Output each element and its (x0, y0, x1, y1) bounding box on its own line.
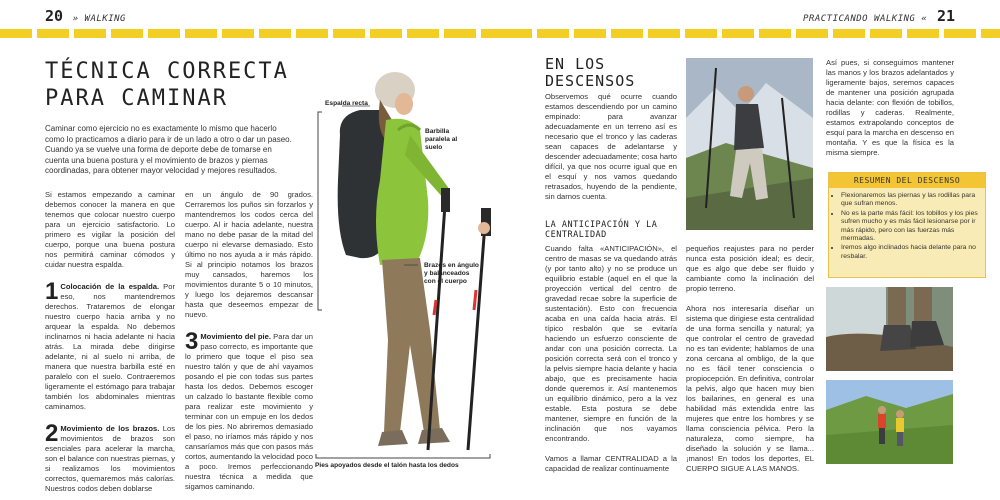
article-title (45, 58, 289, 112)
section-title (545, 56, 635, 90)
body-paragraph: Observemos qué ocurre cuando estamos descendiendo por un camino empinado: para avanzar adecuadamente en un terreno así es necesario que el tronco y las caderas sean capaces de adelantarse y descender adecuadamente; cosa harto difícil, ya que nos ocurre igual que en el esquí y nos vamos quedando retrasados, huyendo de la pendiente, sin darnos cuenta. (545, 92, 677, 201)
item-number: 1 (45, 278, 59, 305)
right-column-2 (686, 244, 814, 474)
right-page (500, 0, 1000, 500)
photo-hiking-boots (826, 287, 953, 371)
right-header (803, 6, 955, 25)
photo-hikers-trail (826, 380, 953, 464)
body-paragraph: Vamos a llamar CENTRALIDAD a la capacidad de realizar continuamente (545, 454, 677, 473)
item-number: 2 (45, 420, 59, 447)
left-header (45, 6, 126, 25)
body-paragraph: Cuando falta «ANTICIPACIÓN», el centro de masas se va quedando atrás (y por tanto alto) y no se produce un equilibrio estable (aquel en el que la proyección vertical del centro de gravedad recae sobre la superficie de sustentación). Esto con frecuencia acaba en una caída hacia atrás. El típico resbalón que se evitaría haciendo un esfuerzo consciente de andar con una posición correcta. La posición correcta será con el tronco y la pelvis siempre hacia delante y hacia abajo, que es precisamente hacia donde queremos ir. Así mantenemos un equilibrio dinámico, pero a la vez estable. Esta postura se debe mantener, siempre en función de la inclinación que nos vayamos encontrando. (545, 244, 677, 443)
summary-list (829, 192, 985, 261)
list-item: • Iremos algo inclinados hacia delante para no resbalar. (841, 244, 979, 261)
list-item: • No es la parte más fácil: los tobillos y los pies sufren mucho y es más fácil lesionarse por ir más rápido, pero con las fuerzas más mermadas. (841, 210, 979, 244)
subsection-title: LA ANTICIPACIÓN Y LA CENTRALIDAD (545, 220, 658, 240)
intro-paragraph: Caminar como ejercicio no es exactamente lo mismo que hacerlo como lo practicamos a diario para ir de un lado a otro o dar un paseo. Cuando ya se vuelve una forma de deporte debe de tomarse en cuenta una buena postura y el movimiento de brazos y piernas coordinadas, para obtener mayor velocidad y mejores resultados. (45, 124, 292, 175)
header-stripe (0, 29, 500, 38)
right-column-1 (545, 92, 677, 474)
label-arms: Brazos en ángulo y balanceados con el cuerpo (424, 262, 479, 285)
left-column-1 (45, 190, 175, 494)
page-number: 21 (936, 7, 955, 25)
photo-hiker-descending (686, 58, 813, 230)
title-line: TÉCNICA CORRECTA (45, 59, 289, 84)
label-back: Espalda recta (325, 100, 368, 107)
summary-box (828, 172, 986, 278)
title-line: DESCENSOS (545, 72, 636, 90)
header-stripe (500, 29, 1000, 38)
list-item-foot: 3 Movimiento del pie. Para dar un paso correcto, es importante que lo primero que toque el piso sea nuestro talón y que de ahí vayamos posando el pie con todas sus partes hasta los dedos. Debemos escoger un calzado lo bastante flexible como para realizar este movimiento y terminar con un empuje en los dedos de los pies. No abriremos demasiado el paso, no iríamos más rápido y nos cansaríamos más que con pasos más cortos, aumentando la velocidad poco a poco. Iremos perfeccionando nuestra técnica a medida que sigamos caminando. (185, 328, 314, 491)
body-paragraph: Ahora nos interesaría diseñar un sistema que dirigiese esta centralidad de una forma sencilla y natural; ya que controlar el centro de gravedad no es tan evidente; hablamos de una zona cercana al ombligo, de la que no es fácil tener consciencia o propiocepción. En definitiva, controlar la pelvis, algo que hacen muy bien los bailarines, en general es una habilidad más extendida entre las mujeres que entre los hombres y se llama consciencia pélvica. Pero la naturaleza, como siempre, ha diseñado la solución y se llama... ¡manos! En todos los deportes, EL CUERPO SIGUE A LAS MANOS. (686, 304, 814, 473)
body-paragraph: Así pues, si conseguimos mantener las manos y los brazos adelantados y ligeramente bajos, seremos capaces de mantener una posición agrupada hacia delante: con flexión de tobillos, rodillas y caderas. Realmente, estamos extrapolando conceptos de esquí para la marcha en descenso en montaña. Y es que la física es la misma siempre. (826, 58, 954, 157)
section-label: » WALKING (72, 14, 126, 24)
left-column-2 (185, 190, 313, 492)
right-column-3 (826, 58, 954, 158)
title-line: PARA CAMINAR (45, 86, 228, 111)
label-feet: Pies apoyados desde el talón hasta los dedos (315, 462, 459, 469)
summary-box-title: RESUMEN DEL DESCENSO (829, 173, 985, 188)
item-number: 3 (185, 328, 199, 355)
body-paragraph: Si estamos empezando a caminar debemos conocer la manera en que tenemos que colocar nuestro cuerpo para un ejercicio satisfactorio. Lo primero es vigilar la posición del cuerpo, porque una buena postura nos permitirá caminar cómodos y cuidar nuestra espalda. (45, 190, 175, 269)
section-label: PRACTICANDO WALKING « (803, 14, 928, 24)
list-item-arms: 2 Movimiento de los brazos. Los movimientos de brazos son esenciales para acelerar la marcha, son el balance con nuestras piernas, y si realizamos los movimientos correctos, quemaremos más calorías. Nuestros codos deben doblarse (45, 420, 176, 493)
body-paragraph: en un ángulo de 90 grados. Cerraremos los puños sin forzarlos y mantendremos los codos cerca del cuerpo. Al ir hacia adelante, nuestra mano no debe pasar de la mitad del cuerpo ni elevarse demasiado. Esto último no nos ayuda a ir más rápido. Si al principio notamos los brazos muy cansados, haremos los movimientos durante 5 o 10 minutos, y luego los dejaremos descansar hasta que deseemos empezar de nuevo. (185, 190, 313, 319)
body-paragraph: pequeños reajustes para no perder nunca esta posición ideal; es decir, que es algo que debe ser fluido y cambiante como la inclinación del propio terreno. (686, 244, 814, 293)
page-number: 20 (45, 7, 64, 25)
label-chin: Barbilla paralela al suelo (425, 128, 458, 151)
list-item-back: 1 Colocación de la espalda. Por eso, nos mantendremos derechos. Trataremos de elongar nuestro cuerpo hacia arriba y no arquear la espalda. No debemos inclinarnos ni hacia adelante ni hacia atrás. La mirada debe dirigirse adelante, ni al suelo ni arriba, de manera que nuestra barbilla esté en paralelo con el suelo. Contraeremos ligeramente el estómago para trabajar también los abdominales mientras caminamos. (45, 278, 176, 411)
title-line: EN LOS (545, 55, 606, 73)
list-item: • Flexionaremos las piernas y las rodillas para que sufran menos. (841, 192, 979, 209)
